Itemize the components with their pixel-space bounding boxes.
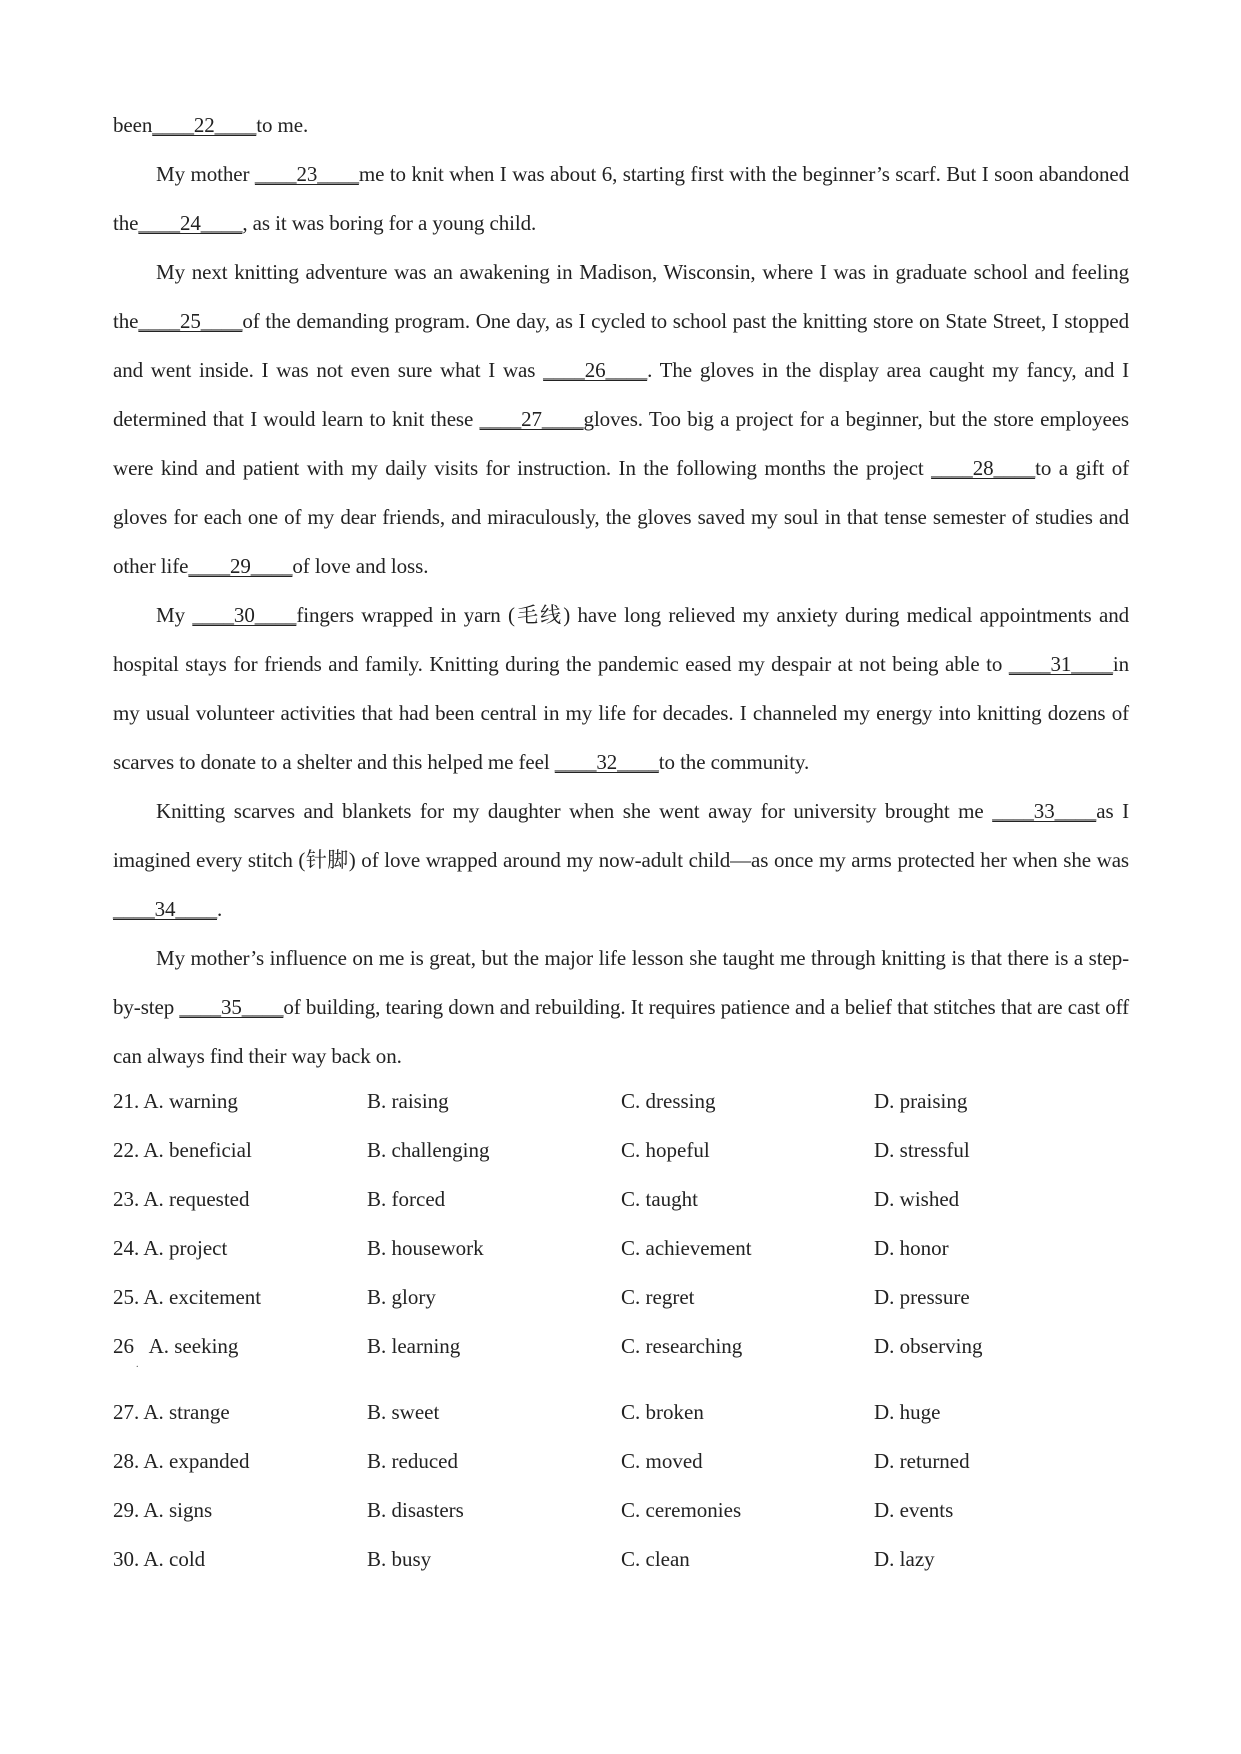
option-b: B. glory xyxy=(367,1285,436,1309)
option-d: D. wished xyxy=(874,1187,960,1211)
option-b: B. housework xyxy=(367,1236,484,1260)
option-row-21 xyxy=(113,1077,1129,1126)
option-row-28 xyxy=(113,1437,1129,1486)
option-d: D. observing xyxy=(874,1334,983,1358)
option-row-29 xyxy=(113,1486,1129,1535)
text: . The gloves in the display area caught my fancy, and I determined that I would learn to knit these xyxy=(113,358,1129,431)
paragraph-1 xyxy=(113,101,1129,150)
text: to me. xyxy=(256,113,309,137)
option-row-25 xyxy=(113,1273,1129,1322)
option-d: D. pressure xyxy=(874,1285,970,1309)
option-b: B. disasters xyxy=(367,1498,464,1522)
option-c: C. moved xyxy=(621,1449,703,1473)
blank-25: ____25____ xyxy=(138,309,243,333)
text: My mother’s influence on me is great, but the major life lesson she taught me through knitting is that there is a step-by-step xyxy=(113,946,1129,1019)
option-c: C. achievement xyxy=(621,1236,752,1260)
text: My mother xyxy=(156,162,255,186)
option-a: 21. A. warning xyxy=(113,1089,238,1113)
option-b: B. learning xyxy=(367,1334,461,1358)
option-a: 30. A. cold xyxy=(113,1547,206,1571)
option-a: 28. A. expanded xyxy=(113,1449,250,1473)
option-d: D. events xyxy=(874,1498,954,1522)
option-c: C. ceremonies xyxy=(621,1498,742,1522)
option-c: C. dressing xyxy=(621,1089,716,1113)
option-d: D. returned xyxy=(874,1449,970,1473)
option-a: 24. A. project xyxy=(113,1236,228,1260)
text: been xyxy=(113,113,153,137)
option-d: D. lazy xyxy=(874,1547,935,1571)
option-c: C. taught xyxy=(621,1187,698,1211)
paragraph-4 xyxy=(113,591,1129,787)
stray-mark: . xyxy=(136,1359,139,1370)
text: in my usual volunteer activities that had been central in my life for decades. I channeled my energy into knitting dozens of scarves to donate to a shelter and this helped me feel xyxy=(113,652,1129,774)
option-b: B. raising xyxy=(367,1089,449,1113)
option-row-23 xyxy=(113,1175,1129,1224)
text: . xyxy=(217,897,223,921)
option-c: C. broken xyxy=(621,1400,704,1424)
option-c: C. hopeful xyxy=(621,1138,710,1162)
option-row-22 xyxy=(113,1126,1129,1175)
text: as I imagined every stitch (针脚) of love wrapped around my now-adult child—as once my arms protected her when she was xyxy=(113,799,1129,872)
option-b: B. sweet xyxy=(367,1400,440,1424)
blank-34: ____34____ xyxy=(113,897,218,921)
text: to the community. xyxy=(658,750,810,774)
option-c: C. researching xyxy=(621,1334,743,1358)
option-d: D. praising xyxy=(874,1089,968,1113)
text: My xyxy=(156,603,193,627)
paragraph-2 xyxy=(113,150,1129,248)
text: Knitting scarves and blankets for my daughter when she went away for university brought me xyxy=(156,799,993,823)
blank-31: ____31____ xyxy=(1008,652,1113,676)
answer-options xyxy=(113,1077,1129,1584)
option-row-24 xyxy=(113,1224,1129,1273)
blank-32: ____32____ xyxy=(554,750,659,774)
blank-28: ____28____ xyxy=(931,456,1036,480)
text: of love and loss. xyxy=(292,554,429,578)
option-a: 26 A. seeking xyxy=(113,1334,239,1358)
text: me to knit when I was about 6, starting first with the beginner’s scarf. But I soon abandoned the xyxy=(113,162,1129,235)
option-b: B. challenging xyxy=(367,1138,490,1162)
text: of building, tearing down and rebuilding. It requires patience and a belief that stitches that are cast off can always find their way back on. xyxy=(113,995,1130,1068)
blank-26: ____26____ xyxy=(543,358,648,382)
option-d: D. stressful xyxy=(874,1138,970,1162)
paragraph-6 xyxy=(113,934,1129,1081)
option-a: 29. A. signs xyxy=(113,1498,213,1522)
text: fingers wrapped in yarn (毛线) have long relieved my anxiety during medical appointments and hospital stays for friends and family. Knitting during the pandemic eased my despair at not being able to xyxy=(113,603,1130,676)
paragraph-3 xyxy=(113,248,1129,591)
text: of the demanding program. One day, as I cycled to school past the knitting store on State Street, I stopped and went inside. I was not even sure what I was xyxy=(113,309,1129,382)
text: , as it was boring for a young child. xyxy=(242,211,537,235)
blank-35: ____35____ xyxy=(179,995,284,1019)
blank-23: ____23____ xyxy=(254,162,359,186)
option-b: B. forced xyxy=(367,1187,446,1211)
text: gloves. Too big a project for a beginner, but the store employees were kind and patient with my daily visits for instruction. In the following months the project xyxy=(113,407,1129,480)
option-row-30 xyxy=(113,1535,1129,1584)
option-b: B. reduced xyxy=(367,1449,458,1473)
option-row-26 xyxy=(113,1322,1129,1388)
option-a: 23. A. requested xyxy=(113,1187,250,1211)
option-b: B. busy xyxy=(367,1547,432,1571)
text: to a gift of gloves for each one of my dear friends, and miraculously, the gloves saved my soul in that tense semester of studies and other life xyxy=(113,456,1129,578)
blank-27: ____27____ xyxy=(479,407,584,431)
blank-30: ____30____ xyxy=(192,603,297,627)
option-d: D. huge xyxy=(874,1400,941,1424)
option-row-27 xyxy=(113,1388,1129,1437)
paragraph-5 xyxy=(113,787,1129,934)
option-c: C. regret xyxy=(621,1285,695,1309)
blank-33: ____33____ xyxy=(992,799,1097,823)
option-a: 27. A. strange xyxy=(113,1400,230,1424)
text: My next knitting adventure was an awakening in Madison, Wisconsin, where I was in graduate school and feeling the xyxy=(113,260,1129,333)
option-a: 25. A. excitement xyxy=(113,1285,262,1309)
option-c: C. clean xyxy=(621,1547,690,1571)
option-d: D. honor xyxy=(874,1236,949,1260)
blank-22: ____22____ xyxy=(152,113,257,137)
blank-24: ____24____ xyxy=(138,211,243,235)
blank-29: ____29____ xyxy=(188,554,293,578)
option-a: 22. A. beneficial xyxy=(113,1138,252,1162)
cloze-passage xyxy=(113,101,1129,1081)
